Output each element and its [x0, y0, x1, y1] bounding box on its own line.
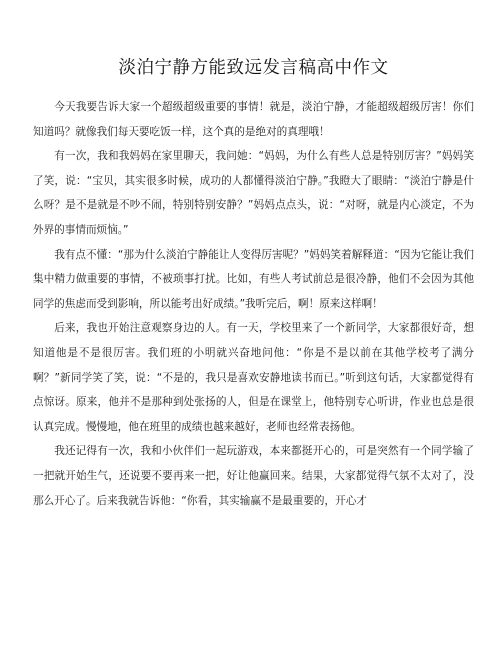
- paragraph-4: 后来，我也开始注意观察身边的人。有一天，学校里来了一个新同学，大家都很好奇，想知道他是不是很厉害。我们班的小明就兴奋地问他：“你是不是以前在其他学校考了满分啊？”新同学笑了笑，说：“不是的，我只是喜欢安静地读书而已。”听到这句话，大家都觉得有点惊讶。原来，他并不是那种到处张扬的人，但是在课堂上，他特别专心听讲，作业也总是很认真完成。慢慢地，他在班里的成绩也越来越好，老师也经常表扬他。: [33, 322, 474, 433]
- paragraph-3: 我有点不懂：“那为什么淡泊宁静能让人变得厉害呢？”妈妈笑着解释道：“因为它能让我们集中精力做重要的事情，不被琐事打扰。比如，有些人考试前总是很冷静，他们不会因为其他同学的焦虑而受到影响，所以能考出好成绩。”我听完后，啊！原来这样啊！: [33, 248, 474, 310]
- paragraph-5: 我还记得有一次，我和小伙伴们一起玩游戏，本来都挺开心的，可是突然有一个同学输了一把就开始生气，还说要不要再来一把，好让他赢回来。结果，大家都觉得气氛不太对了，没那么开心了。后来我就告诉他：“你看，其实输赢不是最重要的，开心才: [33, 445, 474, 507]
- paragraph-2: 有一次，我和我妈妈在家里聊天，我问她：“妈妈，为什么有些人总是特别厉害？”妈妈笑了笑，说：“宝贝，其实很多时候，成功的人都懂得淡泊宁静。”我瞪大了眼睛：“淡泊宁静是什么呀？是不是就是不吵不闹，特别特别安静？”妈妈点点头，说：“对呀，就是内心淡定，不为外界的事情而烦恼。”: [33, 150, 474, 236]
- paragraph-1: 今天我要告诉大家一个超级超级重要的事情！就是，淡泊宁静，才能超级超级厉害！你们知道吗？就像我们每天要吃饭一样，这个真的是绝对的真理哦！: [33, 101, 474, 138]
- document-title: 淡泊宁静方能致远发言稿高中作文: [118, 58, 389, 78]
